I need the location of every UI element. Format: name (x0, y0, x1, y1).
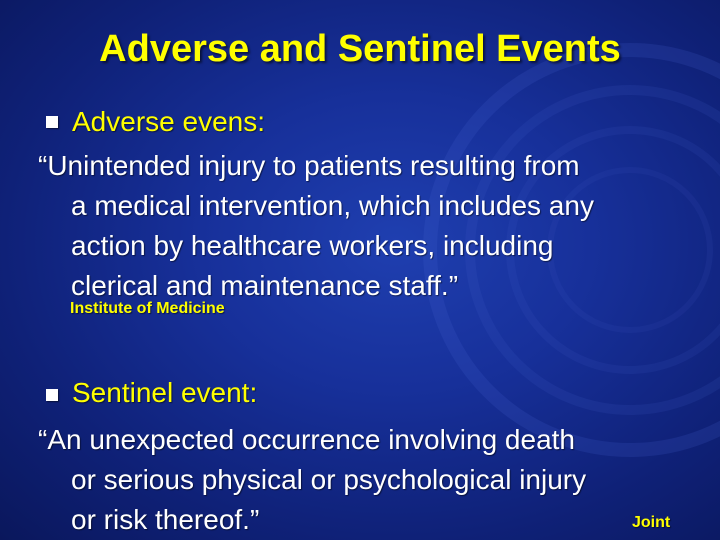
quote-line: “Unintended injury to patients resulting from (38, 150, 580, 181)
quote-line: or risk thereof.” (71, 504, 260, 535)
quote-line: action by healthcare workers, including (71, 230, 554, 261)
source-citation-iom: Institute of Medicine (70, 300, 225, 317)
quote-line: “An unexpected occurrence involving death (38, 424, 576, 455)
square-bullet-icon (46, 116, 58, 128)
sentinel-definition-quote (38, 420, 678, 540)
section-heading-adverse: Adverse evens: (72, 106, 265, 137)
quote-line: a medical intervention, which includes any (71, 190, 594, 221)
source-citation-joint: Joint (632, 514, 671, 531)
slide-title: Adverse and Sentinel Events (99, 28, 621, 70)
quote-line: or serious physical or psychological injury (71, 464, 587, 495)
section-heading-sentinel: Sentinel event: (72, 377, 258, 408)
adverse-definition-quote (38, 146, 678, 306)
square-bullet-icon (46, 389, 58, 401)
quote-line: clerical and maintenance staff.” (71, 270, 459, 301)
